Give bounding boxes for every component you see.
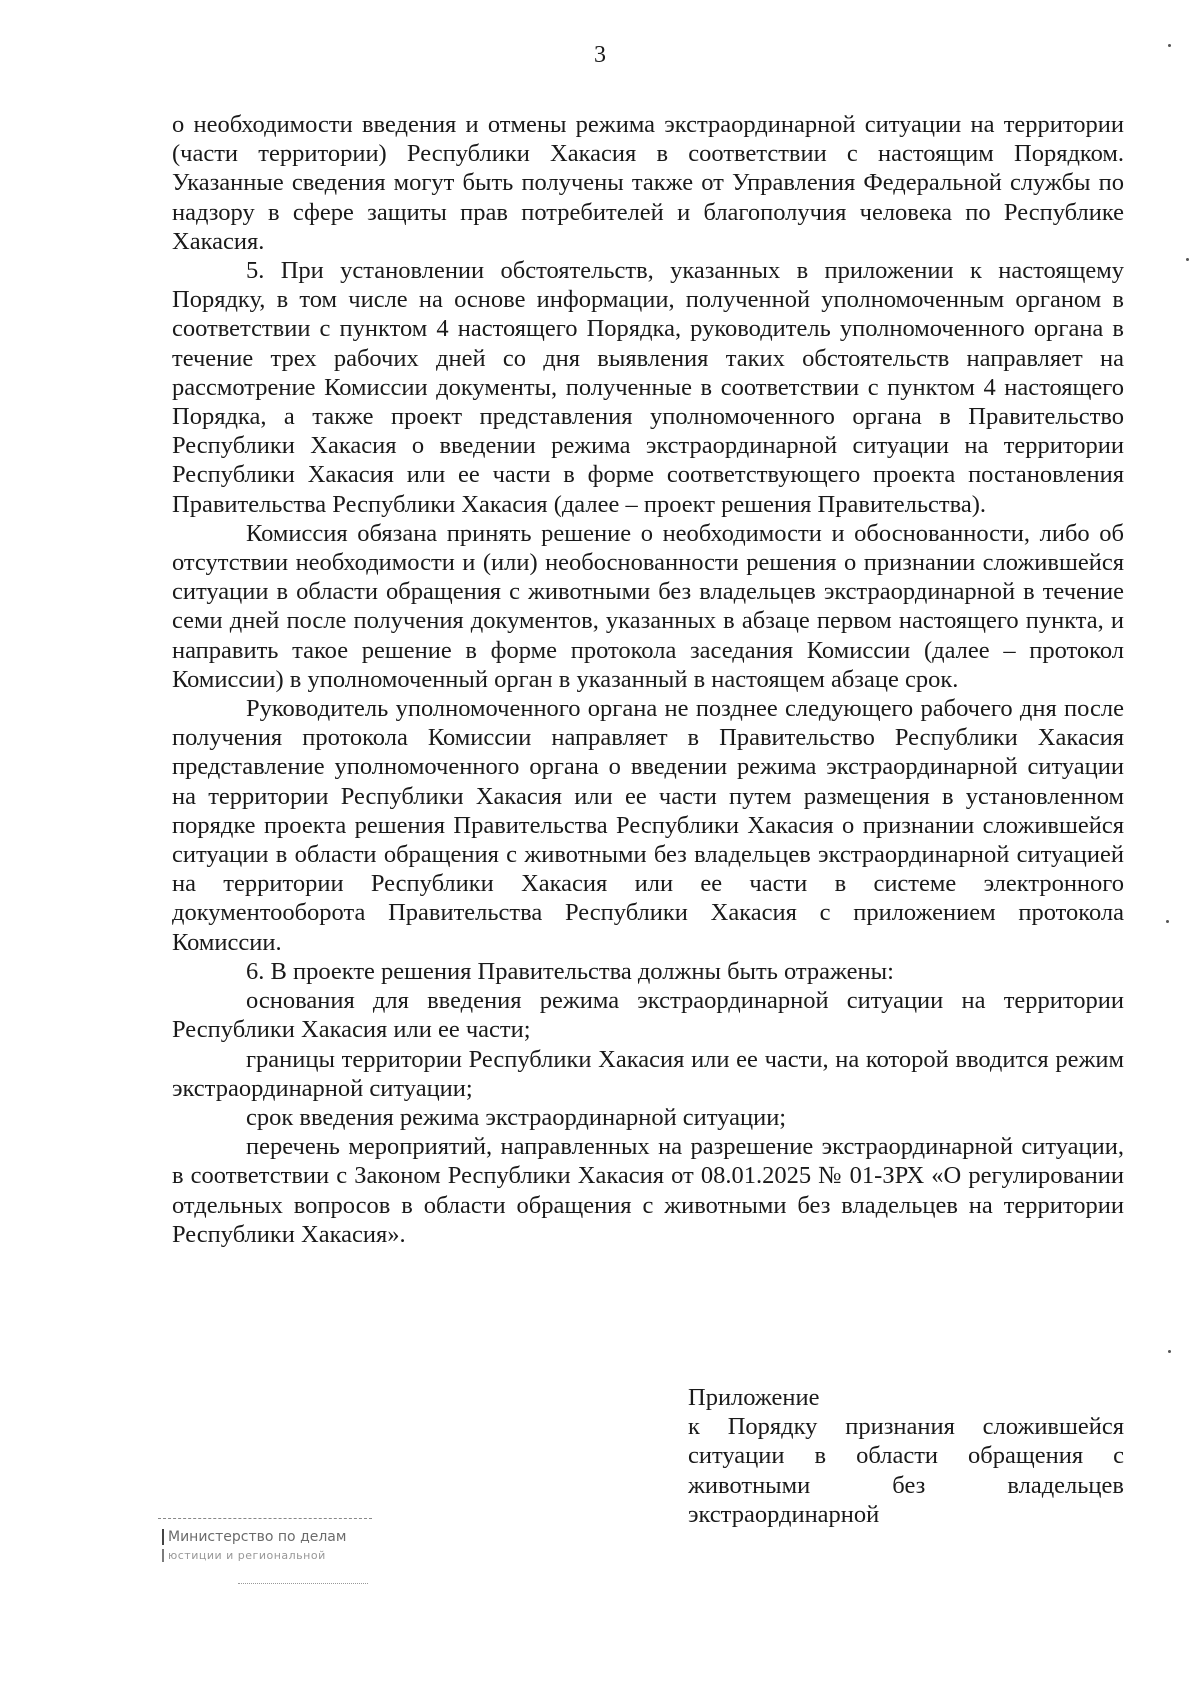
stamp-divider — [238, 1583, 368, 1584]
list-item-measures: перечень мероприятий, направленных на разрешение экстраординарной ситуации, в соответствии с Законом Республики Хакасия от 08.01.2025 № 01-ЗРХ «О регулировании отдельных вопросов в области обращения с животными без владельцев на территории Республики Хакасия». — [172, 1133, 1124, 1248]
scan-speck — [1168, 1350, 1171, 1353]
stamp-line-1: Министерство по делам — [162, 1529, 346, 1545]
paragraph-item-5: 5. При установлении обстоятельств, указанных в приложении к настоящему Порядку, в том числе на основе информации, полученной уполномоченным органом в соответствии с пунктом 4 настоящего Порядка, руководитель уполномоченного органа в течение трех рабочих дней со дня выявления таких обстоятельств направляет на рассмотрение Комиссии документы, полученные в соответствии с пунктом 4 настоящего Порядка, а также проект представления уполномоченного органа в Правительство Республики Хакасия о введении режима экстраординарной ситуации на территории Республики Хакасия или ее части в форме соответствующего проекта постановления Правительства Республики Хакасия (далее – проект решения Правительства). — [172, 257, 1124, 518]
stamp-line-2: юстиции и региональной — [162, 1549, 326, 1562]
appendix-reference: к Порядку признания сложившейся ситуации в области обращения с животными без владельцев экстраординарной — [688, 1413, 1124, 1528]
paragraph-item-6: 6. В проекте решения Правительства должны быть отражены: — [246, 957, 894, 985]
page-number: 3 — [594, 42, 606, 68]
scan-speck — [1166, 920, 1169, 923]
appendix-block — [688, 1383, 1124, 1529]
scan-speck — [1168, 44, 1171, 47]
registration-stamp — [158, 1518, 372, 1571]
appendix-title: Приложение — [688, 1384, 820, 1411]
document-body — [172, 110, 1124, 1249]
paragraph-intro: о необходимости введения и отмены режима экстраординарной ситуации на территории (части территории) Республики Хакасия в соответствии с настоящим Порядком. Указанные сведения могут быть получены также от Управления Федеральной службы по надзору в сфере защиты прав потребителей и благополучия человека по Республике Хакасия. — [172, 111, 1124, 255]
paragraph-head-submission: Руководитель уполномоченного органа не позднее следующего рабочего дня после получения протокола Комиссии направляет в Правительство Республики Хакасия представление уполномоченного органа о введении режима экстраординарной ситуации на территории Республики Хакасия или ее части путем размещения в установленном порядке проекта решения Правительства Республики Хакасия о признании сложившейся ситуации в области обращения с животными без владельцев экстраординарной ситуацией на территории Республики Хакасия или ее части в системе электронного документооборота Правительства Республики Хакасия с приложением протокола Комиссии. — [172, 695, 1124, 956]
list-item-term: срок введения режима экстраординарной ситуации; — [246, 1103, 787, 1131]
paragraph-commission-duty: Комиссия обязана принять решение о необходимости и обоснованности, либо об отсутствии необходимости и (или) необоснованности решения о признании сложившейся ситуации в области обращения с животными без владельцев экстраординарной в течение семи дней после получения документов, указанных в абзаце первом настоящего пункта, и направить такое решение в форме протокола заседания Комиссии (далее – протокол Комиссии) в уполномоченный орган в указанный в настоящем абзаце срок. — [172, 519, 1124, 693]
scan-speck — [1186, 258, 1189, 261]
list-item-boundaries: границы территории Республики Хакасия или ее части, на которой вводится режим экстраординарной ситуации; — [172, 1045, 1124, 1102]
list-item-grounds: основания для введения режима экстраординарной ситуации на территории Республики Хакасия или ее части; — [172, 987, 1124, 1044]
